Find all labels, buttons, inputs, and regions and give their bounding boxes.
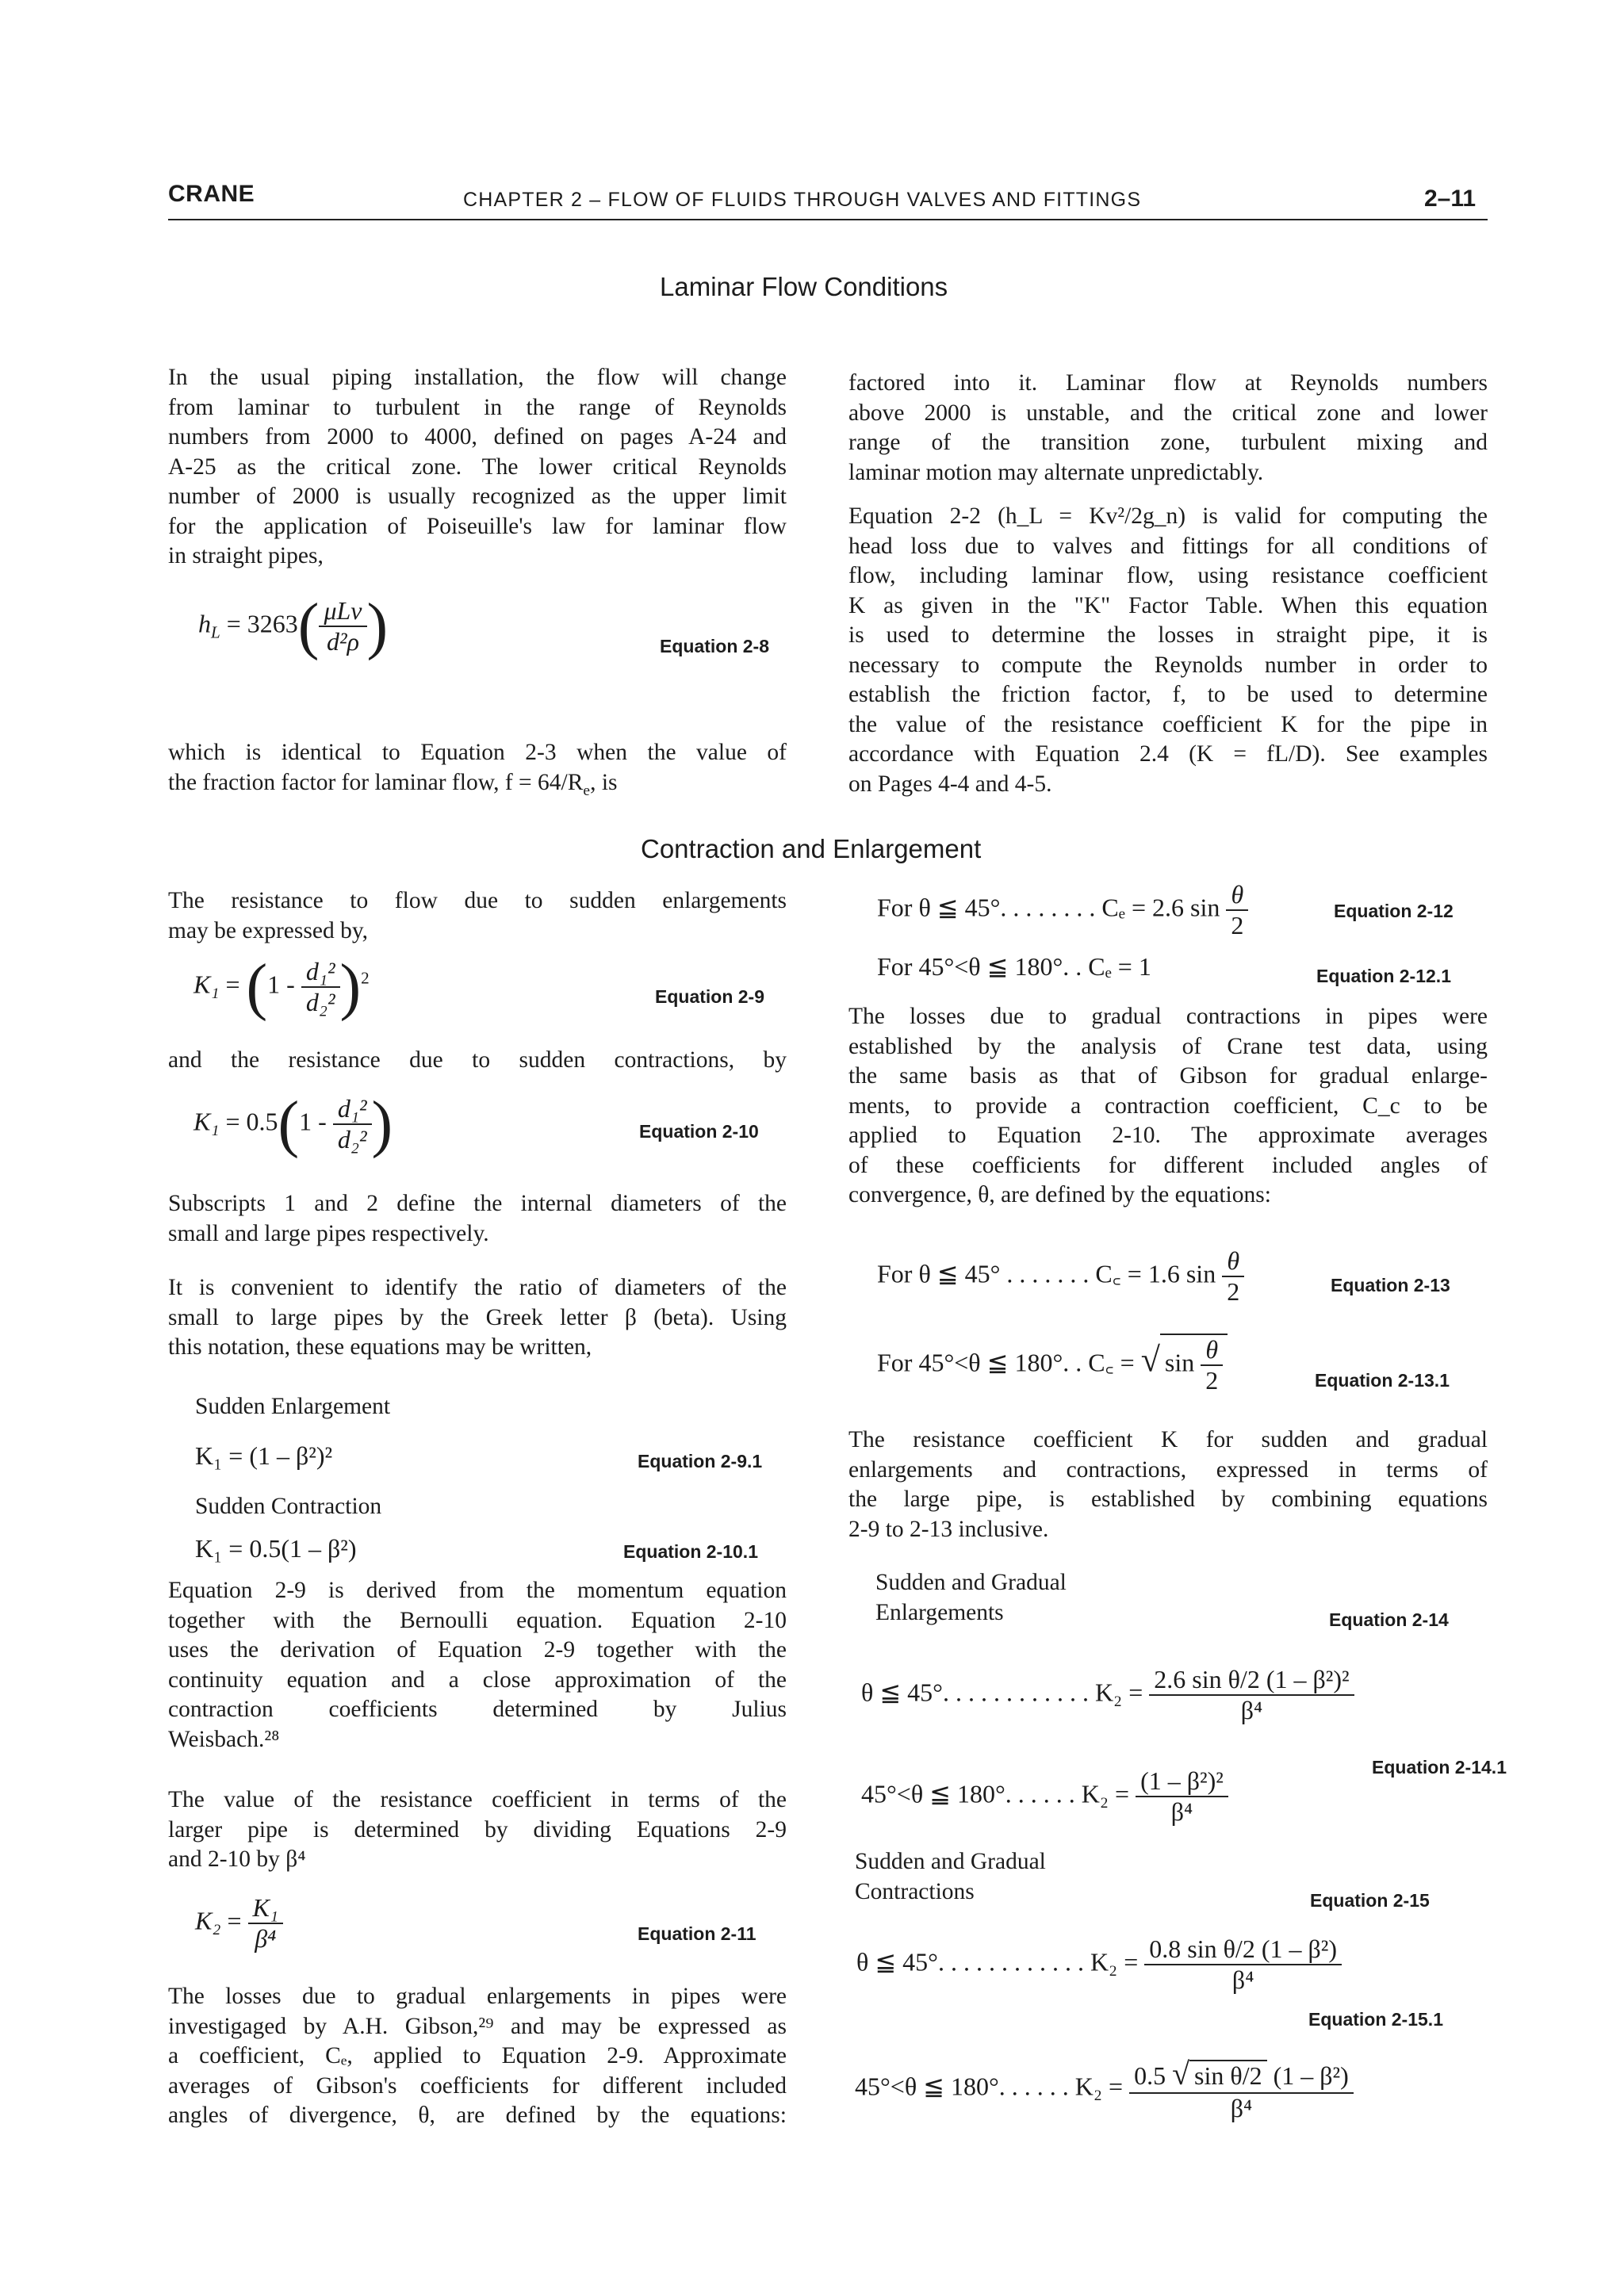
eq-numerator: 2.6 sin θ/2 (1 – β²)² xyxy=(1154,1665,1350,1693)
text-line xyxy=(168,768,787,806)
eq-text: For θ ≦ 45° . . . . . . . C꜀ = 1.6 sin xyxy=(877,1259,1216,1288)
eq-equals: = xyxy=(225,970,247,999)
eq-lhs: K₁ xyxy=(193,1107,220,1136)
equation-label-2-9-1: Equation 2-9.1 xyxy=(638,1451,763,1471)
text-line: Subscripts 1 and 2 define the internal diameters of the xyxy=(168,1191,787,1216)
subheading-sudden-contraction: Sudden Contraction xyxy=(195,1494,382,1519)
eq-denominator: 2 xyxy=(1226,909,1248,940)
text-line: together with the Bernoulli equation. Equation 2-10 xyxy=(168,1607,787,1633)
text-line: laminar motion may alternate unpredictably. xyxy=(848,459,1264,485)
eq-denominator: 2 xyxy=(1222,1276,1244,1307)
eq-numerator: (1 – β²)² xyxy=(1140,1766,1224,1795)
eq-denominator: β⁴ xyxy=(1144,1964,1342,1995)
equation-2-10: K₁ = 0.5(1 - $\frac{\text{d₁²}}{\text{d₂²}}$ ) xyxy=(193,1089,393,1159)
text-line: small to large pipes by the Greek letter β (beta). Using xyxy=(168,1304,787,1330)
text-line: continuity equation and a close approximation of the xyxy=(168,1667,787,1693)
text-line: The resistance coefficient K for sudden and gradual xyxy=(848,1427,1488,1452)
text-line: convergence, θ, are defined by the equations: xyxy=(848,1182,1271,1207)
text-line: number of 2000 is usually recognized as the upper limit xyxy=(168,484,787,509)
eq-text: For θ ≦ 45°. . . . . . . . Cₑ = 2.6 sin xyxy=(877,893,1220,922)
header-rule xyxy=(168,219,1488,220)
text-line: on Pages 4-4 and 4-5. xyxy=(848,771,1052,797)
text-line: establish the friction factor, f, to be used to determine xyxy=(848,682,1488,707)
eq-denominator: β⁴ xyxy=(1129,2092,1354,2123)
text-line: averages of Gibson's coefficients for different included xyxy=(168,2072,787,2099)
contraction-left-paragraph-7 xyxy=(168,1982,787,2131)
text-line: flow, including laminar flow, using resistance coefficient xyxy=(848,563,1488,588)
text-line: It is convenient to identify the ratio of diameters of the xyxy=(168,1275,787,1300)
equation-2-8: $h_L = 3263$( $\frac{\text{μLv}}{\text{d²ρ}}$ ) xyxy=(198,591,389,661)
text-line: Equation 2-9 is derived from the momentum equation xyxy=(168,1578,787,1603)
text-line: enlargements and contractions, expressed in terms of xyxy=(848,1456,1488,1483)
equation-2-10-1: K₁ = 0.5(1 – β²) xyxy=(195,1534,357,1563)
eq-denominator: d₂² xyxy=(301,986,340,1017)
equation-label-2-10: Equation 2-10 xyxy=(639,1121,759,1142)
equation-2-9-1: K₁ = (1 – β²)² xyxy=(195,1441,333,1470)
equation-label-2-11: Equation 2-11 xyxy=(638,1923,756,1944)
eq-radical: sin θ/2 xyxy=(1189,2060,1267,2091)
eq-numerator: θ xyxy=(1231,880,1244,909)
text-line: angles of divergence, θ, are defined by the equations: xyxy=(168,2103,787,2128)
text-fragment: , is xyxy=(590,769,618,795)
contraction-right-paragraph-2 xyxy=(848,1425,1488,1544)
text-line: of these coefficients for different included angles of xyxy=(848,1152,1488,1178)
text-line: this notation, these equations may be written, xyxy=(168,1334,592,1360)
eq-numerator: d₁² xyxy=(337,1094,367,1123)
eq-equals: = xyxy=(227,1906,242,1935)
text-line: uses the derivation of Equation 2-9 together with the xyxy=(168,1637,787,1663)
text-line: is used to determine the losses in straight pipe, it is xyxy=(848,622,1488,648)
equation-2-15-1 xyxy=(855,2055,1354,2123)
eq-coef: = 0.5 xyxy=(225,1107,278,1136)
text-line: The losses due to gradual enlargements in pipes were xyxy=(168,1984,787,2009)
text-line: accordance with Equation 2.4 (K = fL/D). See examples xyxy=(848,741,1488,767)
text-line: which is identical to Equation 2-3 when the value of xyxy=(168,740,787,765)
eq-lhs: K₂ xyxy=(195,1906,221,1935)
eq-factor: (1 – β²) xyxy=(1273,2061,1349,2090)
section-title-contraction: Contraction and Enlargement xyxy=(641,834,982,863)
eq-denominator: β⁴ xyxy=(248,1923,283,1954)
laminar-left-paragraph-1 xyxy=(168,363,787,572)
section-title-laminar: Laminar Flow Conditions xyxy=(660,272,948,301)
reynolds-subscript: e xyxy=(583,782,591,799)
eq-coef: = 3263 xyxy=(226,609,298,638)
text-line: may be expressed by, xyxy=(168,917,369,943)
text-line: Equation 2-2 (h_L = Kv²/2g_n) is valid for computing the xyxy=(848,503,1488,529)
equation-2-14-1 xyxy=(861,1766,1228,1827)
text-line: The losses due to gradual contractions in pipes were xyxy=(848,1004,1488,1029)
eq-denominator: β⁴ xyxy=(1149,1694,1354,1725)
eq-denominator: β⁴ xyxy=(1136,1796,1228,1827)
equation-label-2-10-1: Equation 2-10.1 xyxy=(623,1541,758,1562)
text-line: the value of the resistance coefficient K for the pipe in xyxy=(848,711,1488,737)
eq-lhs: K₁ xyxy=(193,970,220,999)
eq-denominator: 2 xyxy=(1201,1364,1223,1395)
laminar-left-paragraph-2 xyxy=(168,738,787,806)
text-line: numbers from 2000 to 4000, defined on pages A-24 and xyxy=(168,424,787,450)
text-line: ments, to provide a contraction coefficient, C_c to be xyxy=(848,1093,1488,1119)
equation-label-2-14-1: Equation 2-14.1 xyxy=(1372,1757,1507,1777)
text-line: above 2000 is unstable, and the critical zone and lower xyxy=(848,400,1488,426)
text-line: investigaged by A.H. Gibson,²⁹ and may be expressed as xyxy=(168,2013,787,2039)
equation-label-2-8: Equation 2-8 xyxy=(660,636,770,656)
contraction-left-paragraph-1 xyxy=(168,886,787,946)
eq-denominator: d²ρ xyxy=(319,626,366,656)
subheading-contractions-line-1: Sudden and Gradual xyxy=(855,1849,1046,1874)
text-line: the large pipe, is established by combining equations xyxy=(848,1487,1488,1512)
eq-coef: 0.5 xyxy=(1134,2061,1166,2090)
eq-numerator: 0.8 sin θ/2 (1 – β²) xyxy=(1149,1934,1337,1963)
equation-label-2-12-1: Equation 2-12.1 xyxy=(1316,966,1451,986)
equation-2-14 xyxy=(861,1665,1354,1725)
text-line: A-25 as the critical zone. The lower critical Reynolds xyxy=(168,453,787,480)
eq-denominator: d₂² xyxy=(333,1123,372,1154)
equation-label-2-9: Equation 2-9 xyxy=(655,986,765,1007)
text-line: factored into it. Laminar flow at Reynolds numbers xyxy=(848,370,1488,396)
equation-2-12-1: For 45°<θ ≦ 180°. . Cₑ = 1 xyxy=(877,952,1151,981)
contraction-left-paragraph-6 xyxy=(168,1785,787,1875)
eq-condition: θ ≦ 45°. . . . . . . . . . . . K₂ = xyxy=(861,1678,1143,1707)
text-line: from laminar to turbulent in the range of Reynolds xyxy=(168,394,787,420)
text-line: in straight pipes, xyxy=(168,543,324,568)
contraction-left-paragraph-4 xyxy=(168,1273,787,1363)
text-line: 2-9 to 2-13 inclusive. xyxy=(848,1516,1049,1542)
text-line: The resistance to flow due to sudden enlargements xyxy=(168,888,787,913)
eq-numerator: θ xyxy=(1205,1335,1219,1364)
header-brand: CRANE xyxy=(168,181,255,207)
eq-condition: 45°<θ ≦ 180°. . . . . . K₂ = xyxy=(855,2072,1124,2101)
text-line: necessary to compute the Reynolds number in order to xyxy=(848,652,1488,678)
equation-2-9: K₁ = (1 - $\frac{\text{d₁²}}{\text{d₂²}}$ )$^2$ xyxy=(193,952,370,1022)
header-chapter: CHAPTER 2 – FLOW OF FLUIDS THROUGH VALVES AND FITTINGS xyxy=(463,189,1142,211)
text-line: larger pipe is determined by dividing Equations 2-9 xyxy=(168,1816,787,1843)
text-line: the same basis as that of Gibson for gradual enlarge- xyxy=(848,1063,1488,1089)
equation-label-2-15-1: Equation 2-15.1 xyxy=(1308,2009,1443,2030)
text-line: a coefficient, Cₑ, applied to Equation 2-9. Approximate xyxy=(168,2043,787,2068)
subheading-sudden-enlargement: Sudden Enlargement xyxy=(195,1394,391,1419)
eq-numerator: 0.5 √ sin θ/2 (1 – β²) xyxy=(1134,2056,1349,2091)
text-line: K as given in the "K" Factor Table. When this equation xyxy=(848,592,1488,618)
equation-label-2-13: Equation 2-13 xyxy=(1331,1275,1450,1295)
laminar-right-paragraph-1 xyxy=(848,369,1488,488)
subheading-enlargements-line-2: Enlargements xyxy=(875,1600,1004,1625)
text-line: small and large pipes respectively. xyxy=(168,1220,489,1246)
contraction-left-paragraph-5 xyxy=(168,1576,787,1755)
equation-2-13-1: For 45°<θ ≦ 180°. . C꜀ = √ sin $\frac{\theta}{2}$ xyxy=(877,1334,1228,1395)
equation-label-2-14: Equation 2-14 xyxy=(1329,1609,1449,1630)
equation-label-2-15: Equation 2-15 xyxy=(1310,1890,1430,1911)
eq-numerator: d₁² xyxy=(305,957,335,985)
equation-2-12 xyxy=(877,880,1248,940)
text-line: and the resistance due to sudden contractions, by xyxy=(168,1047,787,1073)
subheading-enlargements-line-1: Sudden and Gradual xyxy=(875,1570,1067,1595)
text-fragment: the fraction factor for laminar flow, f = 64/R xyxy=(168,769,584,795)
text-line: applied to Equation 2-10. The approximate averages xyxy=(848,1123,1488,1148)
equation-label-2-12: Equation 2-12 xyxy=(1334,901,1454,921)
contraction-left-paragraph-2 xyxy=(168,1046,787,1076)
contraction-left-paragraph-3 xyxy=(168,1189,787,1249)
eq-numerator: θ xyxy=(1227,1246,1240,1275)
eq-power: 2 xyxy=(361,968,370,988)
eq-condition: 45°<θ ≦ 180°. . . . . . K₂ = xyxy=(861,1779,1130,1808)
equation-2-15 xyxy=(856,1934,1342,1995)
text-line: established by the analysis of Crane test data, using xyxy=(848,1033,1488,1059)
text-line: and 2-10 by β⁴ xyxy=(168,1846,306,1872)
text-line: Weisbach.²⁸ xyxy=(168,1726,280,1752)
contraction-right-paragraph-1 xyxy=(848,1002,1488,1211)
header-page-number: 2–11 xyxy=(1424,186,1477,212)
text-line: In the usual piping installation, the flow will change xyxy=(168,365,787,390)
eq-condition: θ ≦ 45°. . . . . . . . . . . . K₂ = xyxy=(856,1947,1139,1976)
text-line: for the application of Poiseuille's law for laminar flow xyxy=(168,513,787,539)
laminar-right-paragraph-2 xyxy=(848,502,1488,799)
equation-label-2-13-1: Equation 2-13.1 xyxy=(1315,1370,1450,1391)
eq-lhs: h xyxy=(198,609,211,638)
equation-2-11 xyxy=(195,1893,283,1954)
text-line: contraction coefficients determined by Julius xyxy=(168,1697,787,1722)
eq-numerator: K₁ xyxy=(252,1893,278,1922)
text-line: The value of the resistance coefficient in terms of the xyxy=(168,1787,787,1812)
text-line: range of the transition zone, turbulent mixing and xyxy=(848,430,1488,455)
equation-2-13 xyxy=(877,1246,1244,1307)
text-line: head loss due to valves and fittings for all conditions of xyxy=(848,533,1488,559)
subheading-contractions-line-2: Contractions xyxy=(855,1879,975,1904)
eq-numerator: μLv xyxy=(324,596,362,625)
eq-lhs-sub: L xyxy=(211,622,220,642)
eq-text: For 45°<θ ≦ 180°. . C꜀ = xyxy=(877,1348,1135,1377)
